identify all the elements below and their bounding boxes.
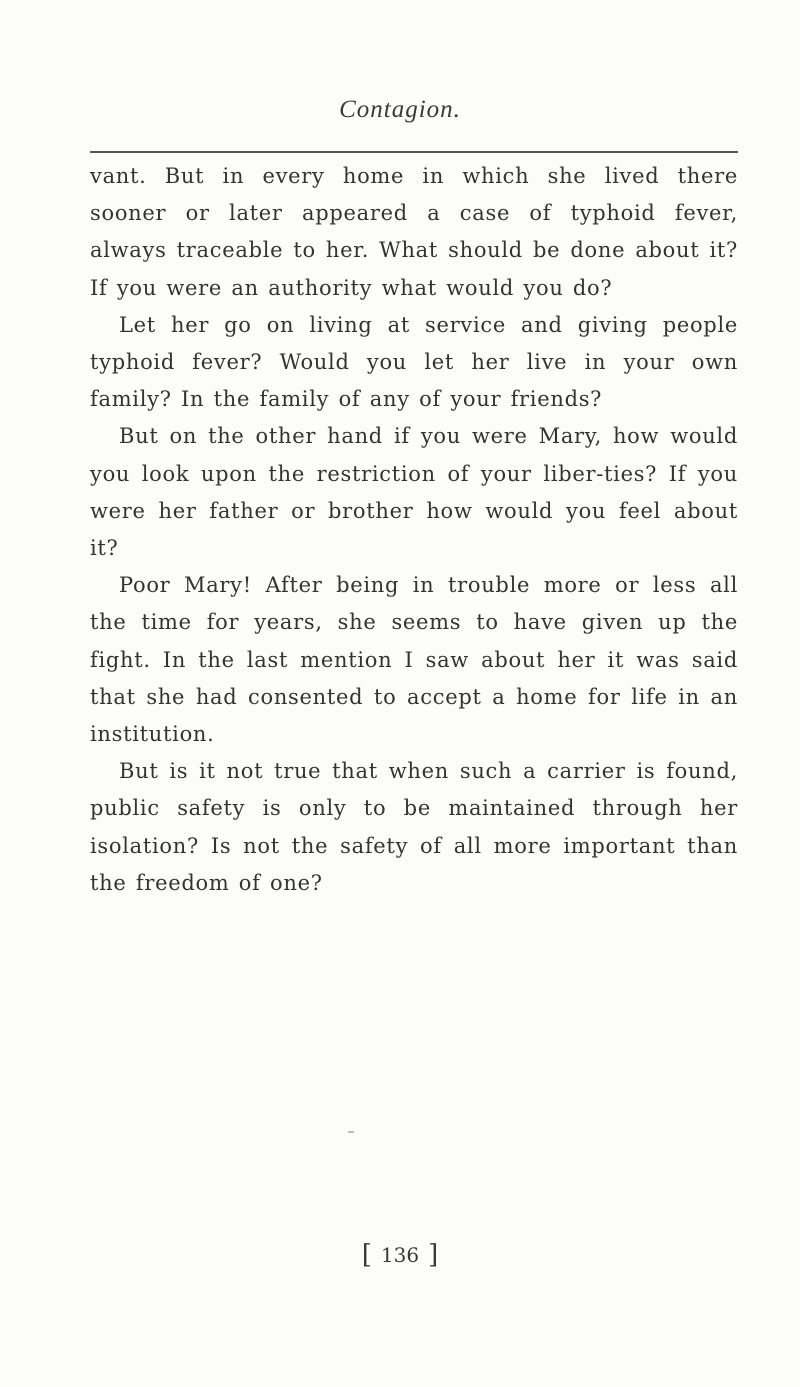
running-head: Contagion. (339, 96, 461, 123)
page-number (0, 1240, 800, 1270)
paragraph-5: But is it not true that when such a carrier is found, public safety is only to be maintained through her isolation? Is not the safety of all more important than the freedom of one? (90, 759, 738, 895)
folio-open-bracket: [ (361, 1240, 372, 1270)
paper-speck (348, 1131, 354, 1133)
paragraph-4: Poor Mary! After being in trouble more or less all the time for years, she seems to have given up the fight. In the last mention I saw about her it was said that she had consented to accept a home for life in an institution. (90, 573, 738, 747)
paragraph-3: But on the other hand if you were Mary, how would you look upon the restriction of your liber-ties? If you were her father or brother how would you feel about it? (90, 424, 738, 561)
folio-number: 136 (380, 1243, 420, 1267)
paragraph-1: vant. But in every home in which she lived there sooner or later appeared a case of typhoid fever, always traceable to her. What should be done about it? If you were an authority what would you do? (90, 164, 738, 300)
header-rule (90, 151, 738, 153)
body-text (90, 158, 738, 902)
folio-close-bracket: ] (428, 1240, 439, 1270)
paragraph-2: Let her go on living at service and giving people typhoid fever? Would you let her live in your own family? In the family of any of your friends? (90, 312, 738, 412)
